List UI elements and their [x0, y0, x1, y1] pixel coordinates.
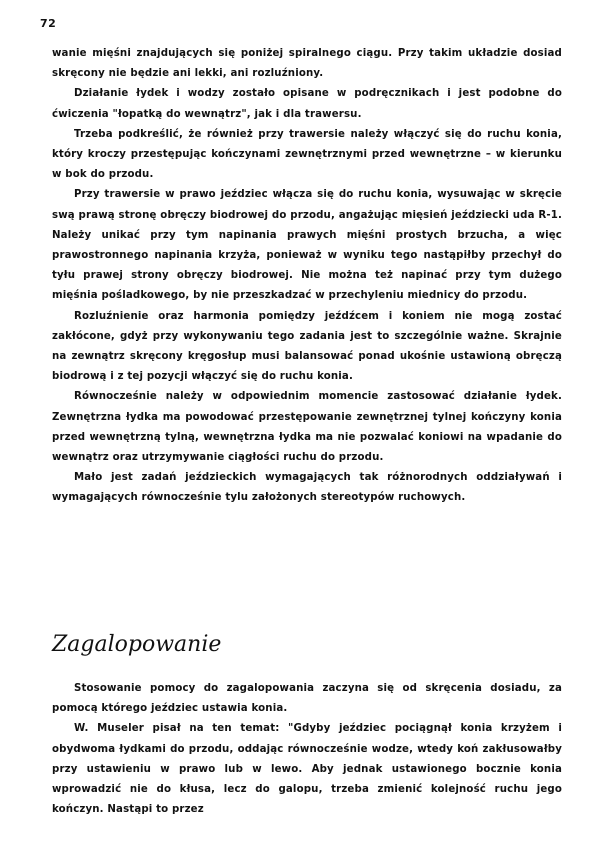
- paragraph: Trzeba podkreślić, że również przy trawersie należy włączyć się do ruchu konia, który kroczy przestępując kończynami zewnętrznymi przed wewnętrzne – w kierunku w bok do przodu.: [52, 128, 562, 181]
- paragraph: Działanie łydek i wodzy zostało opisane w podręcznikach i jest podobne do ćwiczenia "łopatką do wewnątrz", jak i dla trawersu.: [52, 88, 562, 120]
- paragraph: Stosowanie pomocy do zagalopowania zaczyna się od skręcenia dosiadu, za pomocą którego jeździec ustawia konia.: [52, 683, 562, 715]
- paragraph: Przy trawersie w prawo jeździec włącza się do ruchu konia, wysuwając w skręcie swą prawą stronę obręczy biodrowej do przodu, angażując mięsień jeździecki uda R-1. Należy unikać przy tym napinania prawych mięśni prostych brzucha, a więc prawostronnego napinania krzyża, ponieważ w wyniku tego nastąpiłby przechył do tyłu prawej strony obręczy biodrowej. Nie można też napinać przy tym dużego mięśnia pośladkowego, by nie przeszkadzać w przechyleniu miednicy do przodu.: [52, 189, 562, 302]
- paragraph: Mało jest zadań jeździeckich wymagających tak różnorodnych oddziaływań i wymagających równocześnie tylu założonych stereotypów ruchowych.: [52, 472, 562, 504]
- paragraph: Rozluźnienie oraz harmonia pomiędzy jeźdźcem i koniem nie mogą zostać zakłócone, gdyż przy wykonywaniu tego zadania jest to szczególnie ważne. Skrajnie na zewnątrz skręcony kręgosłup musi balansować ponad ukośnie ustawioną obręczą biodrową i z tej pozycji włączyć się do ruchu konia.: [52, 310, 562, 383]
- body-text-top: [52, 44, 562, 509]
- section-heading: Zagalopowanie: [52, 632, 222, 657]
- page-number: 72: [40, 17, 57, 30]
- paragraph: wanie mięśni znajdujących się poniżej spiralnego ciągu. Przy takim układzie dosiad skręcony nie będzie ani lekki, ani rozluźniony.: [52, 48, 562, 80]
- paragraph: Równocześnie należy w odpowiednim momencie zastosować działanie łydek. Zewnętrzna łydka ma powodować przestępowanie zewnętrznej tylnej kończyny konia przed wewnętrzną tylną, wewnętrzna łydka ma nie pozwalać koniowi na wpadanie do wewnątrz oraz utrzymywanie ciągłości ruchu do przodu.: [52, 391, 562, 464]
- body-text-bottom: [52, 679, 562, 820]
- paragraph: W. Museler pisał na ten temat: "Gdyby jeździec pociągnął konia krzyżem i obydwoma łydkami do przodu, oddając równocześnie wodze, wtedy koń zakłusowałby przy ustawieniu w prawo lub w lewo. Aby jednak ustawionego bocznie konia wprowadzić nie do kłusa, lecz do galopu, trzeba zmienić kolejność ruchu jego kończyn. Nastąpi to przez: [52, 723, 562, 816]
